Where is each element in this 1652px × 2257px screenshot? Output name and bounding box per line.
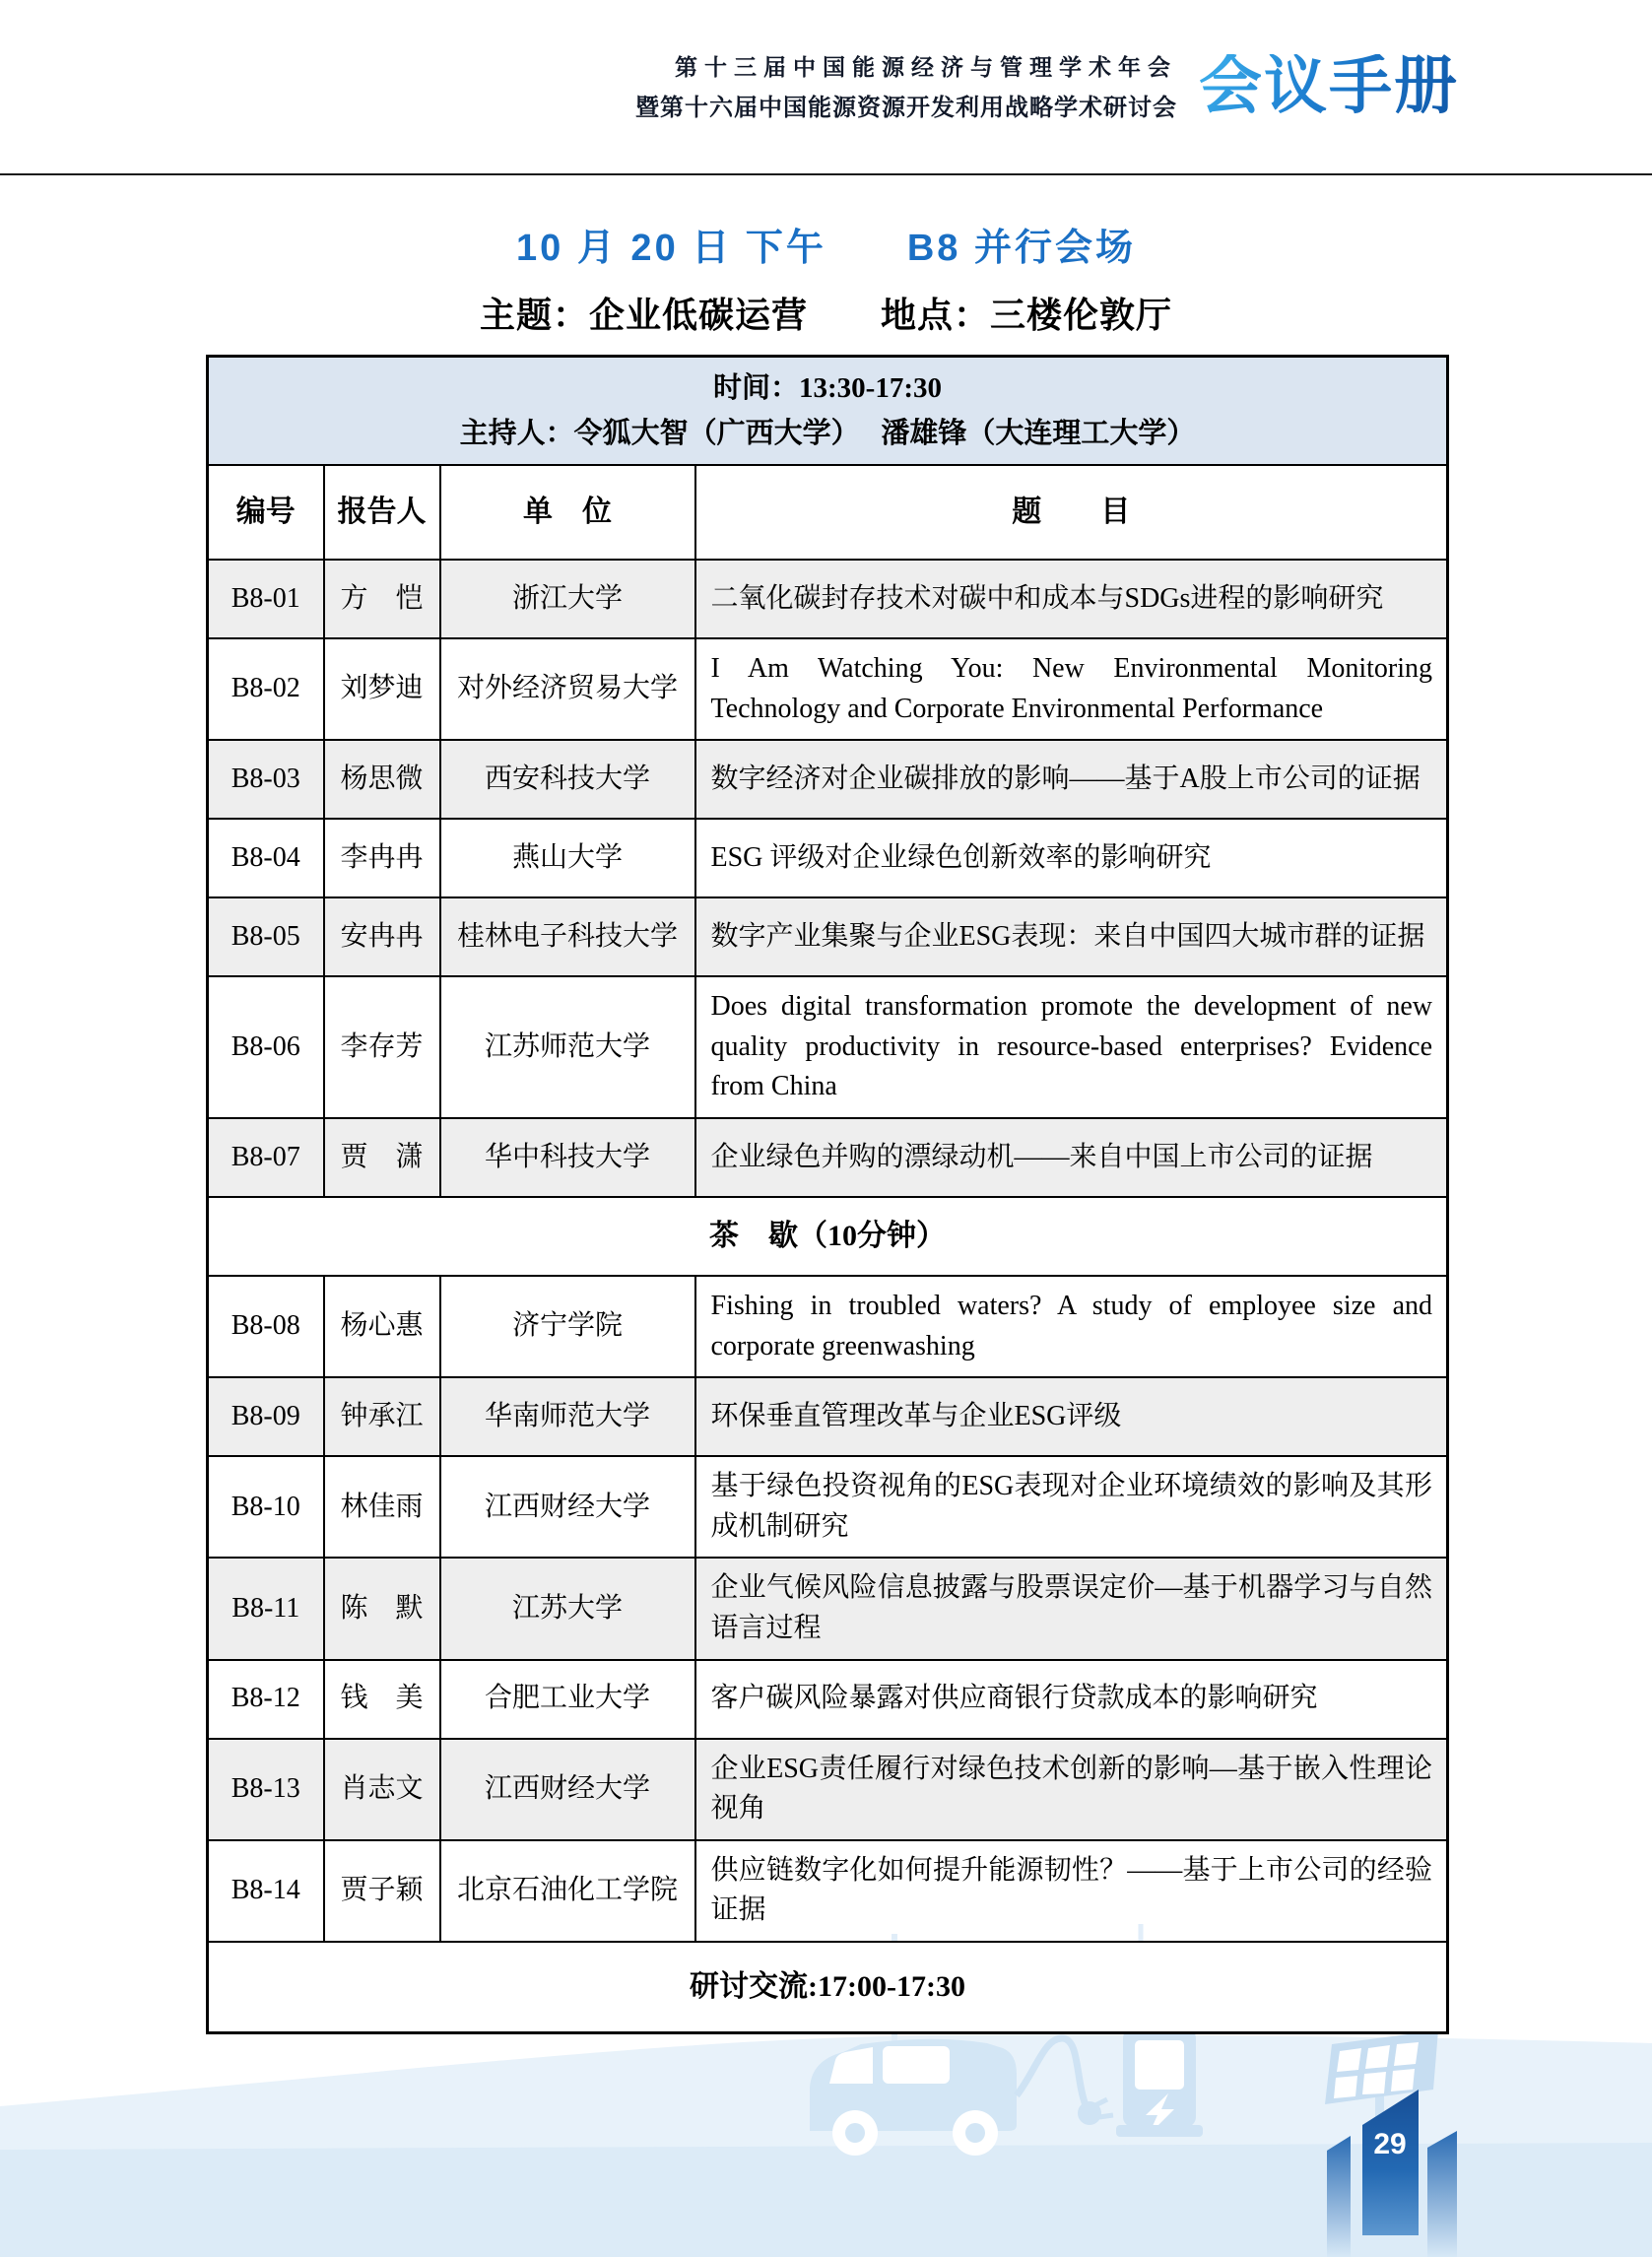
conference-title-line2: 暨第十六届中国能源资源开发利用战略学术研讨会 <box>635 95 1177 121</box>
session-id: B8-12 <box>208 1660 324 1739</box>
session-row-B8-12 <box>208 1660 1448 1739</box>
session-speaker: 贾子颖 <box>324 1840 440 1942</box>
charging-station <box>1116 2028 1203 2137</box>
session-id: B8-11 <box>208 1558 324 1659</box>
session-affiliation: 浙江大学 <box>440 560 695 638</box>
session-affiliation: 对外经济贸易大学 <box>440 638 695 740</box>
header-divider-line <box>0 173 1652 175</box>
session-speaker: 陈 默 <box>324 1558 440 1659</box>
session-id: B8-14 <box>208 1840 324 1942</box>
session-speaker: 李冉冉 <box>324 819 440 897</box>
session-speaker: 贾 潇 <box>324 1118 440 1197</box>
session-row-B8-04 <box>208 819 1448 897</box>
session-affiliation: 江西财经大学 <box>440 1739 695 1840</box>
column-header-title: 题 目 <box>695 465 1448 560</box>
session-id: B8-10 <box>208 1456 324 1558</box>
session-id: B8-05 <box>208 897 324 976</box>
session-row-B8-03 <box>208 740 1448 819</box>
closing-discussion-label: 研讨交流:17:00-17:30 <box>208 1942 1448 2032</box>
session-info-cell <box>208 357 1448 466</box>
session-speaker: 钱 美 <box>324 1660 440 1739</box>
session-time: 时间：13:30-17:30 <box>713 372 942 404</box>
session-paper-title: 企业ESG责任履行对绿色技术创新的影响—基于嵌入性理论视角 <box>695 1739 1448 1840</box>
session-id: B8-08 <box>208 1276 324 1377</box>
session-affiliation: 合肥工业大学 <box>440 1660 695 1739</box>
session-paper-title: I Am Watching You: New Environmental Monitoring Technology and Corporate Environmental Performance <box>695 638 1448 740</box>
page-header <box>635 49 1459 122</box>
session-affiliation: 桂林电子科技大学 <box>440 897 695 976</box>
schedule-table-container <box>206 355 1449 2034</box>
page-number: 29 <box>1373 2128 1407 2160</box>
session-paper-title: 二氧化碳封存技术对碳中和成本与SDGs进程的影响研究 <box>695 560 1448 638</box>
side-tower-right <box>1427 2131 1457 2257</box>
session-affiliation: 江苏师范大学 <box>440 976 695 1118</box>
session-affiliation: 华南师范大学 <box>440 1377 695 1456</box>
session-paper-title: 数字产业集聚与企业ESG表现：来自中国四大城市群的证据 <box>695 897 1448 976</box>
session-paper-title: 企业绿色并购的漂绿动机——来自中国上市公司的证据 <box>695 1118 1448 1197</box>
session-affiliation: 北京石油化工学院 <box>440 1840 695 1942</box>
session-speaker: 刘梦迪 <box>324 638 440 740</box>
session-title: 10 月 20 日 下午 B8 并行会场 <box>516 228 1136 269</box>
session-row-B8-11 <box>208 1558 1448 1659</box>
closing-discussion-row <box>208 1942 1448 2032</box>
session-row-B8-14 <box>208 1840 1448 1942</box>
session-speaker: 安冉冉 <box>324 897 440 976</box>
column-header-row <box>208 465 1448 560</box>
session-paper-title: ESG 评级对企业绿色创新效率的影响研究 <box>695 819 1448 897</box>
tea-break-label: 茶 歇（10分钟） <box>208 1197 1448 1276</box>
session-affiliation: 燕山大学 <box>440 819 695 897</box>
session-speaker: 方 恺 <box>324 560 440 638</box>
session-paper-title: 供应链数字化如何提升能源韧性？——基于上市公司的经验证据 <box>695 1840 1448 1942</box>
session-row-B8-09 <box>208 1377 1448 1456</box>
column-header-id: 编号 <box>208 465 324 560</box>
column-header-speaker: 报告人 <box>324 465 440 560</box>
session-paper-title: 环保垂直管理改革与企业ESG评级 <box>695 1377 1448 1456</box>
schedule-table <box>206 355 1449 2034</box>
session-paper-title: Does digital transformation promote the development of new quality productivity in resource-based enterprises? Evidence from China <box>695 976 1448 1118</box>
column-header-affiliation: 单 位 <box>440 465 695 560</box>
sessions-before-break <box>208 560 1448 1197</box>
session-speaker: 杨心惠 <box>324 1276 440 1377</box>
session-paper-title: 基于绿色投资视角的ESG表现对企业环境绩效的影响及其形成机制研究 <box>695 1456 1448 1558</box>
session-id: B8-04 <box>208 819 324 897</box>
session-speaker: 李存芳 <box>324 976 440 1118</box>
session-id: B8-06 <box>208 976 324 1118</box>
session-row-B8-07 <box>208 1118 1448 1197</box>
session-affiliation: 济宁学院 <box>440 1276 695 1377</box>
session-id: B8-01 <box>208 560 324 638</box>
handbook-logo: 会议手册 <box>1199 50 1459 121</box>
session-id: B8-02 <box>208 638 324 740</box>
session-speaker: 杨思微 <box>324 740 440 819</box>
session-id: B8-09 <box>208 1377 324 1456</box>
conference-title-line1: 第十三届中国能源经济与管理学术年会 <box>675 54 1177 80</box>
session-paper-title: 客户碳风险暴露对供应商银行贷款成本的影响研究 <box>695 1660 1448 1739</box>
session-affiliation: 华中科技大学 <box>440 1118 695 1197</box>
session-speaker: 林佳雨 <box>324 1456 440 1558</box>
session-affiliation: 江西财经大学 <box>440 1456 695 1558</box>
session-row-B8-08 <box>208 1276 1448 1377</box>
session-paper-title: 企业气候风险信息披露与股票误定价—基于机器学习与自然语言过程 <box>695 1558 1448 1659</box>
session-moderators: 主持人：令狐大智（广西大学） 潘雄锋（大连理工大学） <box>459 418 1196 450</box>
session-row-B8-10 <box>208 1456 1448 1558</box>
side-tower-left <box>1327 2136 1351 2257</box>
session-id: B8-13 <box>208 1739 324 1840</box>
session-row-B8-02 <box>208 638 1448 740</box>
session-row-B8-05 <box>208 897 1448 976</box>
session-row-B8-06 <box>208 976 1448 1118</box>
session-id: B8-03 <box>208 740 324 819</box>
session-subtitle: 主题：企业低碳运营 地点：三楼伦敦厅 <box>479 295 1172 335</box>
session-paper-title: 数字经济对企业碳排放的影响——基于A股上市公司的证据 <box>695 740 1448 819</box>
tea-break-row <box>208 1197 1448 1276</box>
conference-title-block <box>635 49 1177 122</box>
session-affiliation: 西安科技大学 <box>440 740 695 819</box>
session-affiliation: 江苏大学 <box>440 1558 695 1659</box>
sessions-after-break <box>208 1276 1448 1942</box>
session-info-row <box>208 357 1448 466</box>
session-paper-title: Fishing in troubled waters? A study of employee size and corporate greenwashing <box>695 1276 1448 1377</box>
session-id: B8-07 <box>208 1118 324 1197</box>
session-row-B8-13 <box>208 1739 1448 1840</box>
session-row-B8-01 <box>208 560 1448 638</box>
session-speaker: 钟承江 <box>324 1377 440 1456</box>
session-speaker: 肖志文 <box>324 1739 440 1840</box>
